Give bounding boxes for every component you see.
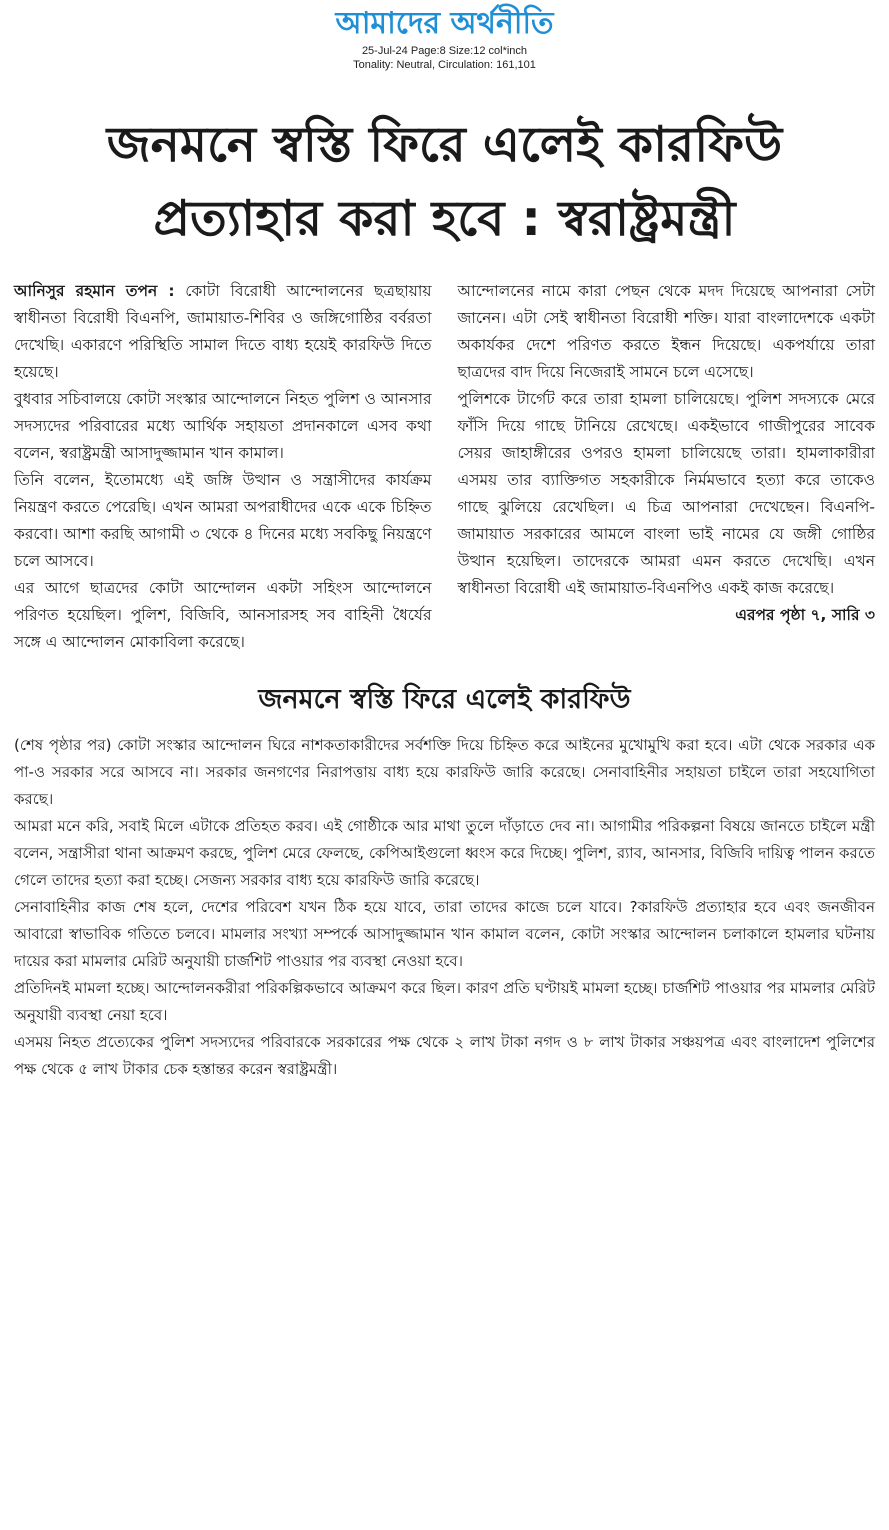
continuation-paragraph: এসময় নিহত প্রত্যেকের পুলিশ সদস্যদের পরিবারকে সরকারের পক্ষ থেকে ২ লাখ টাকা নগদ ও ৮ লাখ টাকার সঞ্চয়পত্র এবং বাংলাদেশ পুলিশের পক্ষ থেকে ৫ লাখ টাকার চেক হস্তান্তর করেন স্বরাষ্ট্রমন্ত্রী। [14,1033,875,1078]
clipping-meta-date-page: 25-Jul-24 Page:8 Size:12 col*inch [361,45,528,57]
byline: আনিসুর রহমান তপন : [14,282,175,300]
article-paragraph: আনিসুর রহমান তপন : কোটা বিরোধী আন্দোলনের ছত্রছায়ায় স্বাধীনতা বিরোধী বিএনপি, জামায়াত-শিবির ও জঙ্গিগোষ্ঠির বর্বরতা দেখেছি। একারণে পরিস্থিতি সামাল দিতে বাধ্য হয়েই কারফিউ দিতে হয়েছে। [14,282,432,381]
continuation-body [14,732,875,1083]
headline-line-2: প্রত্যাহার করা হবে : স্বরাষ্ট্রমন্ত্রী [153,190,736,247]
article-paragraph: তিনি বলেন, ইতোমধ্যে এই জঙ্গি উত্থান ও সন্ত্রাসীদের কার্যক্রম নিয়ন্ত্রণ করতে পেরেছি। এখন আমরা অপরাধীদের একে একে চিহ্নিত করবো। আশা করছি আগামী ৩ থেকে ৪ দিনের মধ্যে সবকিছু নিয়ন্ত্রণে চলে আসবে। [14,471,432,570]
continuation-paragraph: আমরা মনে করি, সবাই মিলে এটাকে প্রতিহত করব। এই গোষ্ঠীকে আর মাথা তুলে দাঁড়াতে দেব না। আগামীর পরিকল্পনা বিষয়ে জানতে চাইলে মন্ত্রী বলেন, সন্ত্রাসীরা থানা আক্রমণ করছে, পুলিশ মেরে ফেলছে, কেপিআইগুলো ধ্বংস করে দিচ্ছে। পুলিশ, র‍্যাব, আনসার, বিজিবি দায়িত্ব পালন করতে গেলে তাদের হত্যা করা হচ্ছে। সেজন্য সরকার বাধ্য হয়ে কারফিউ জারি করেছে। [14,817,875,889]
clipping-meta-tonality: Tonality: Neutral, Circulation: 161,101 [353,59,536,71]
newspaper-logo: আমাদের অর্থনীতি [335,6,554,41]
article-column-right [458,278,876,656]
continued-note: এরপর পৃষ্ঠা ৭, সারি ৩ [735,606,875,624]
article-paragraph: আন্দোলনের নামে কারা পেছন থেকে মদদ দিয়েছে আপনারা সেটা জানেন। এটা সেই স্বাধীনতা বিরোধী শক্তি। যারা বাংলাদেশকে একটা অকার্যকর দেশে পরিণত করতে ইন্ধন দিয়েছে। একপর্যায়ে তারা ছাত্রদের বাদ দিয়ে নিজেরাই সামনে চলে এসেছে। [457,282,875,381]
masthead [14,0,875,72]
article-paragraph: এর আগে ছাত্রদের কোটা আন্দোলন একটা সহিংস আন্দোলনে পরিণত হয়েছিল। পুলিশ, বিজিবি, আনসারসহ সব বাহিনী ধৈর্যের সঙ্গে এ আন্দোলন মোকাবিলা করেছে। [14,579,432,651]
main-headline [14,108,875,256]
continuation-paragraph: প্রতিদিনই মামলা হচ্ছে। আন্দোলনকরীরা পরিকল্পিকভাবে আক্রমণ করে ছিল। কারণ প্রতি ঘণ্টায়ই মামলা হচ্ছে। চার্জশিট পাওয়ার পর মামলার মেরিট অনুযায়ী ব্যবস্থা নেয়া হবে। [14,979,875,1024]
article-paragraph: পুলিশকে টার্গেট করে তারা হামলা চালিয়েছে। পুলিশ সদস্যকে মেরে ফাঁসি দিয়ে গাছে টানিয়ে রেখেছে। একইভাবে গাজীপুরের সাবেক সেয়র জাহাঙ্গীরের ওপরও হামলা চালিয়েছে তারা। হামলাকারীরা এসময় তার ব্যাক্তিগত সহকারীকে নির্মমভাবে হত্যা করে তাকেও গাছে ঝুলিয়ে রেখেছিল। এ চিত্র আপনারা দেখেছেন। বিএনপি-জামায়াত সরকারের আমলে বাংলা ভাই নামের যে জঙ্গী গোষ্ঠির উত্থান হয়েছিল। তাদেরকে আমরা এমন করতে দেখেছি। এখন স্বাধীনতা বিরোধী এই জামায়াত-বিএনপিও একই কাজ করেছে। [457,390,875,597]
continuation-paragraph: (শেষ পৃষ্ঠার পর) কোটা সংস্কার আন্দোলন ঘিরে নাশকতাকারীদের সর্বশক্তি দিয়ে চিহ্নিত করে আইনের মুখোমুখি করা হবে। এটা থেকে সরকার এক পা-ও সরকার সরে আসবে না। সরকার জনগণের নিরাপত্তায় বাধ্য হয়ে কারফিউ জারি করেছে। সেনাবাহিনীর সহায়তা চাইলে তারা সহযোগিতা করছে। [14,736,875,808]
continuation-paragraph: সেনাবাহিনীর কাজ শেষ হলে, দেশের পরিবেশ যখন ঠিক হয়ে যাবে, তারা তাদের কাজে চলে যাবে। ?কারফিউ প্রত্যাহার হবে এবং জনজীবন আবারো স্বাভাবিক গতিতে চলবে। মামলার সংখ্যা সম্পর্কে আসাদুজ্জামান খান কামাল বলেন, কোটা সংস্কার আন্দোলন চলাকালে হামলার ঘটনায় দায়ের করা মামলার মেরিট অনুযায়ী চার্জশিট পাওয়ার পর ব্যবস্থা নেওয়া হবে। [14,898,875,970]
continuation-headline: জনমনে স্বস্তি ফিরে এলেই কারফিউ [258,684,631,715]
article-body [14,278,875,656]
article-column-left [14,278,432,656]
headline-line-1: জনমনে স্বস্তি ফিরে এলেই কারফিউ [106,116,783,173]
article-paragraph: বুধবার সচিবালয়ে কোটা সংস্কার আন্দোলনে নিহত পুলিশ ও আনসার সদস্যদের পরিবারের মধ্যে আর্থিক সহায়তা প্রদানকালে এসব কথা বলেন, স্বরাষ্ট্রমন্ত্রী আসাদুজ্জামান খান কামাল। [14,390,432,462]
